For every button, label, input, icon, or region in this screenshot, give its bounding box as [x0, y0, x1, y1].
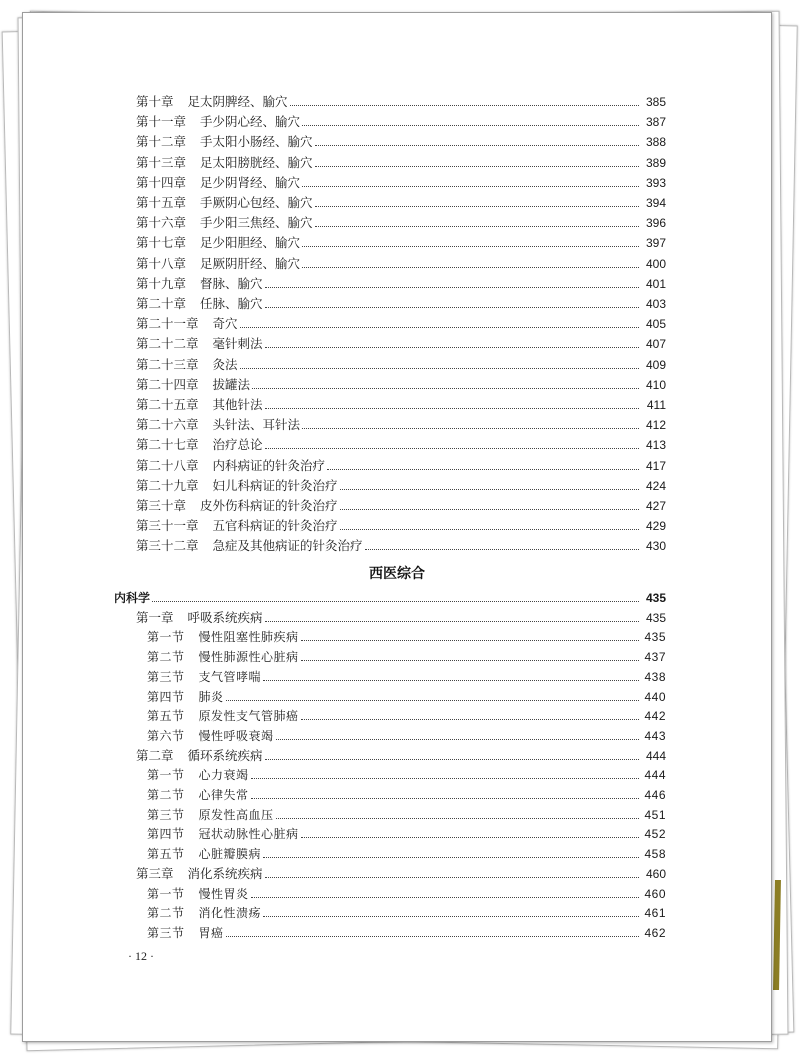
toc-entry[interactable]: [147, 629, 666, 645]
toc-entry-number: 第三章: [136, 865, 174, 881]
toc-entry-title: 皮外伤科病证的针灸治疗: [200, 498, 338, 513]
toc-entry[interactable]: [147, 708, 666, 724]
dot-leader: [302, 125, 639, 126]
toc-entry[interactable]: [147, 925, 666, 941]
toc-entry-number: 第五节: [147, 847, 185, 862]
toc-entry-title: 慢性胃炎: [198, 886, 249, 901]
dot-leader: [226, 936, 639, 937]
toc-entry-number: 第二十九章: [136, 477, 199, 493]
toc-entry-title: 慢性阻塞性肺疾病: [198, 630, 299, 645]
dot-leader: [251, 798, 639, 799]
toc-entry[interactable]: [147, 826, 666, 842]
toc-entry-title: 五官科病证的针灸治疗: [212, 518, 338, 534]
toc-entry[interactable]: [147, 767, 666, 783]
toc-entry-page: 403: [645, 297, 666, 311]
toc-entry[interactable]: [136, 94, 666, 110]
toc-entry-number: 第十一章: [136, 114, 187, 130]
toc-entry[interactable]: [136, 175, 666, 191]
toc-entry-page: 405: [645, 317, 666, 332]
dot-leader: [340, 529, 639, 530]
dot-leader: [265, 408, 639, 409]
toc-entry-title: 慢性呼吸衰竭: [198, 728, 274, 743]
toc-entry-page: 452: [644, 827, 666, 842]
toc-entry-page: 462: [644, 925, 666, 940]
dot-leader: [276, 818, 639, 819]
dot-leader: [263, 857, 639, 858]
toc-entry[interactable]: [147, 846, 666, 862]
dot-leader: [315, 166, 639, 167]
toc-entry[interactable]: [136, 518, 666, 534]
toc-entry[interactable]: [147, 886, 666, 902]
toc-entry-number: 第二十一章: [136, 316, 199, 332]
dot-leader: [276, 739, 639, 740]
toc-entry-number: 第一章: [136, 609, 174, 625]
toc-entry-number: 第十五章: [136, 195, 187, 210]
toc-entry-number: 第十九章: [136, 275, 187, 291]
toc-entry-number: 第四节: [147, 689, 185, 704]
dot-leader: [302, 267, 639, 268]
toc-entry-title: 毫针刺法: [212, 336, 263, 352]
toc-entry-number: 第三十章: [136, 498, 187, 513]
toc-entry-page: 424: [645, 478, 666, 493]
toc-entry-page: 438: [644, 669, 666, 684]
dot-leader: [327, 469, 639, 470]
toc-entry-page: 437: [644, 650, 666, 665]
toc-entry-title: 胃癌: [198, 925, 224, 940]
toc-entry-number: 第二十六章: [136, 417, 199, 433]
toc-entry-page: 435: [644, 630, 666, 645]
toc-entry[interactable]: [147, 807, 666, 823]
toc-entry-title: 手少阴心经、腧穴: [200, 114, 301, 130]
toc-entry[interactable]: [136, 195, 666, 211]
toc-entry-title: 手厥阴心包经、腧穴: [200, 195, 313, 210]
toc-entry-number: 第十六章: [136, 215, 187, 231]
toc-entry-title: 心力衰竭: [198, 768, 249, 783]
toc-entry-page: 387: [645, 115, 666, 130]
toc-entry-number: 第四节: [147, 827, 185, 842]
toc-entry[interactable]: [136, 276, 666, 292]
toc-entry[interactable]: [136, 155, 666, 171]
toc-entry-number: 第六节: [147, 728, 185, 743]
toc-entry-number: 第二十三章: [136, 356, 199, 372]
toc-entry-title: 心脏瓣膜病: [198, 847, 262, 862]
toc-entry-title: 手少阳三焦经、腧穴: [200, 215, 313, 231]
toc-entry-page: 446: [644, 788, 666, 802]
toc-entry[interactable]: [136, 134, 666, 150]
toc-entry[interactable]: [136, 417, 666, 433]
dot-leader: [240, 327, 639, 328]
toc-entry[interactable]: [136, 610, 666, 626]
toc-entry[interactable]: [136, 437, 666, 453]
toc-entry-title: 治疗总论: [212, 437, 263, 453]
dot-leader: [265, 347, 639, 348]
toc-entry[interactable]: [136, 215, 666, 231]
toc-entry-page: 394: [645, 196, 666, 210]
dot-leader: [340, 489, 639, 490]
dot-leader: [265, 759, 639, 760]
toc-entry-number: 第三十一章: [136, 518, 199, 534]
toc-entry-number: 第三节: [147, 807, 185, 822]
toc-entry-page: 401: [645, 276, 666, 291]
toc-entry-title: 心律失常: [198, 788, 249, 802]
dot-leader: [365, 549, 639, 550]
dot-leader: [302, 186, 639, 187]
toc-entry-page: 400: [645, 256, 666, 271]
section-heading: 西医综合: [369, 566, 425, 582]
toc-entry[interactable]: [136, 478, 666, 494]
toc-entry-title: 消化性溃疡: [198, 906, 262, 921]
toc-entry-page: 427: [645, 499, 666, 513]
toc-entry-number: 第一节: [147, 768, 185, 783]
toc-entry-number: 第一节: [147, 886, 185, 901]
toc-entry-number: 第三节: [147, 669, 185, 684]
toc-entry-title: 肺炎: [198, 689, 224, 704]
dot-leader: [265, 307, 639, 308]
dot-leader: [226, 700, 639, 701]
toc-entry[interactable]: [136, 397, 666, 413]
toc-entry-title: 足太阳膀胱经、腧穴: [200, 154, 313, 170]
toc-entry-number: 第十章: [136, 94, 174, 109]
toc-entry-number: 第一节: [147, 630, 185, 645]
toc-entry-number: 第二十四章: [136, 376, 199, 392]
toc-entry-title: 呼吸系统疾病: [187, 609, 263, 625]
toc-entry-page: 444: [645, 748, 666, 763]
toc-entry-page: 430: [645, 539, 666, 554]
toc-entry-title: 足太阴脾经、腧穴: [187, 94, 288, 109]
toc-entry-title: 足厥阴肝经、腧穴: [200, 255, 301, 271]
dot-leader: [265, 287, 639, 288]
toc-entry-page: 413: [645, 438, 666, 453]
toc-entry[interactable]: [136, 377, 666, 393]
toc-entry-title: 督脉、腧穴: [200, 275, 263, 291]
toc-entry-number: 第十三章: [136, 154, 187, 170]
toc-page: [22, 12, 772, 1042]
toc-entry[interactable]: [147, 787, 666, 803]
toc-entry-number: 第二节: [147, 650, 185, 665]
toc-entry-page: 440: [644, 689, 666, 704]
toc-entry-title: 足少阳胆经、腧穴: [200, 235, 301, 251]
toc-entry[interactable]: [147, 669, 666, 685]
toc-entry-number: 第二十七章: [136, 437, 199, 453]
dot-leader: [265, 621, 639, 622]
toc-entry[interactable]: [147, 905, 666, 921]
toc-entry-number: 第二十二章: [136, 336, 199, 352]
toc-entry-page: 451: [644, 807, 666, 822]
toc-entry-page: 442: [644, 709, 666, 724]
toc-entry[interactable]: [136, 357, 666, 373]
toc-entry[interactable]: [136, 336, 666, 352]
dot-leader: [315, 206, 639, 207]
dot-leader: [263, 680, 639, 681]
toc-entry-page: 409: [645, 357, 666, 372]
toc-entry-page: 443: [644, 728, 666, 743]
toc-entry-title: 支气管哮喘: [198, 669, 262, 684]
toc-entry-title: 头针法、耳针法: [212, 417, 301, 433]
dot-leader: [240, 368, 639, 369]
dot-leader: [340, 509, 639, 510]
toc-entry-number: 第三十二章: [136, 538, 199, 554]
dot-leader: [251, 897, 639, 898]
toc-entry[interactable]: [136, 498, 666, 514]
toc-entry-page: 388: [645, 135, 666, 150]
toc-entry-title: 急症及其他病证的针灸治疗: [212, 538, 363, 554]
toc-entry-title: 拔罐法: [212, 376, 251, 392]
toc-entry[interactable]: [147, 649, 666, 665]
toc-entry[interactable]: [147, 728, 666, 744]
dot-leader: [301, 640, 639, 641]
toc-entry-page: 411: [646, 398, 666, 412]
toc-entry-title: 手太阳小肠经、腧穴: [200, 134, 313, 150]
toc-entry-title: 内科病证的针灸治疗: [212, 457, 326, 473]
toc-entry-page: 460: [644, 886, 666, 901]
dot-leader: [301, 837, 639, 838]
toc-entry-title: 原发性高血压: [198, 807, 274, 822]
dot-leader: [302, 428, 639, 429]
toc-entry-title: 妇儿科病证的针灸治疗: [212, 477, 338, 493]
toc-entry-number: 第二十章: [136, 296, 187, 311]
dot-leader: [301, 660, 639, 661]
toc-entry-number: 第十八章: [136, 255, 187, 271]
toc-entry-title: 内科学: [114, 591, 151, 605]
toc-entry[interactable]: [136, 256, 666, 272]
toc-entry-number: 第十四章: [136, 174, 187, 190]
dot-leader: [152, 601, 639, 602]
toc-entry-page: 410: [645, 377, 666, 392]
toc-entry[interactable]: [114, 590, 666, 606]
toc-entry-number: 第二十五章: [136, 397, 199, 412]
toc-entry[interactable]: [136, 538, 666, 554]
toc-entry[interactable]: [136, 296, 666, 312]
toc-entry[interactable]: [136, 748, 666, 764]
toc-entry-page: 393: [645, 175, 666, 190]
toc-entry-title: 奇穴: [212, 316, 238, 332]
dot-leader: [315, 145, 639, 146]
toc-entry[interactable]: [136, 235, 666, 251]
toc-entry-page: 429: [645, 519, 666, 534]
toc-entry-page: 417: [645, 458, 666, 473]
toc-entry[interactable]: [136, 316, 666, 332]
toc-entry-title: 消化系统疾病: [187, 865, 263, 881]
toc-entry-title: 足少阴肾经、腧穴: [200, 174, 301, 190]
dot-leader: [290, 105, 639, 106]
toc-entry-title: 任脉、腧穴: [200, 296, 263, 311]
toc-entry-number: 第十七章: [136, 235, 187, 251]
toc-entry-page: 461: [644, 906, 666, 921]
toc-entry[interactable]: [136, 458, 666, 474]
toc-entry-page: 435: [645, 591, 666, 605]
toc-entry-number: 第三节: [147, 925, 185, 940]
toc-entry[interactable]: [136, 866, 666, 882]
dot-leader: [252, 388, 639, 389]
page-number-footer: · 12 ·: [128, 949, 154, 963]
toc-entry-page: 385: [645, 95, 666, 109]
toc-entry-page: 460: [645, 866, 666, 881]
dot-leader: [265, 877, 639, 878]
dot-leader: [315, 226, 639, 227]
toc-entry-number: 第二章: [136, 747, 174, 763]
toc-entry-page: 397: [645, 236, 666, 251]
toc-entry[interactable]: [136, 114, 666, 130]
toc-entry-page: 396: [645, 216, 666, 231]
toc-entry-page: 389: [645, 155, 666, 170]
toc-entry-number: 第五节: [147, 709, 185, 724]
dot-leader: [251, 778, 639, 779]
toc-entry-page: 412: [645, 418, 666, 433]
dot-leader: [265, 448, 639, 449]
toc-entry-page: 444: [644, 768, 666, 783]
dot-leader: [302, 246, 639, 247]
toc-entry-page: 458: [644, 847, 666, 862]
toc-entry-number: 第十二章: [136, 134, 187, 150]
toc-entry-number: 第二节: [147, 788, 185, 802]
dot-leader: [263, 916, 639, 917]
toc-entry-title: 其他针法: [212, 397, 263, 412]
toc-entry-title: 原发性支气管肺癌: [198, 709, 299, 724]
toc-entry-number: 第二节: [147, 906, 185, 921]
toc-entry-title: 循环系统疾病: [187, 747, 263, 763]
toc-entry-title: 灸法: [212, 356, 238, 372]
toc-entry-title: 慢性肺源性心脏病: [198, 650, 299, 665]
toc-entry-title: 冠状动脉性心脏病: [198, 827, 299, 842]
toc-entry[interactable]: [147, 689, 666, 705]
dot-leader: [301, 719, 639, 720]
toc-entry-page: 435: [645, 610, 666, 625]
toc-entry-page: 407: [645, 337, 666, 352]
toc-entry-number: 第二十八章: [136, 457, 199, 473]
